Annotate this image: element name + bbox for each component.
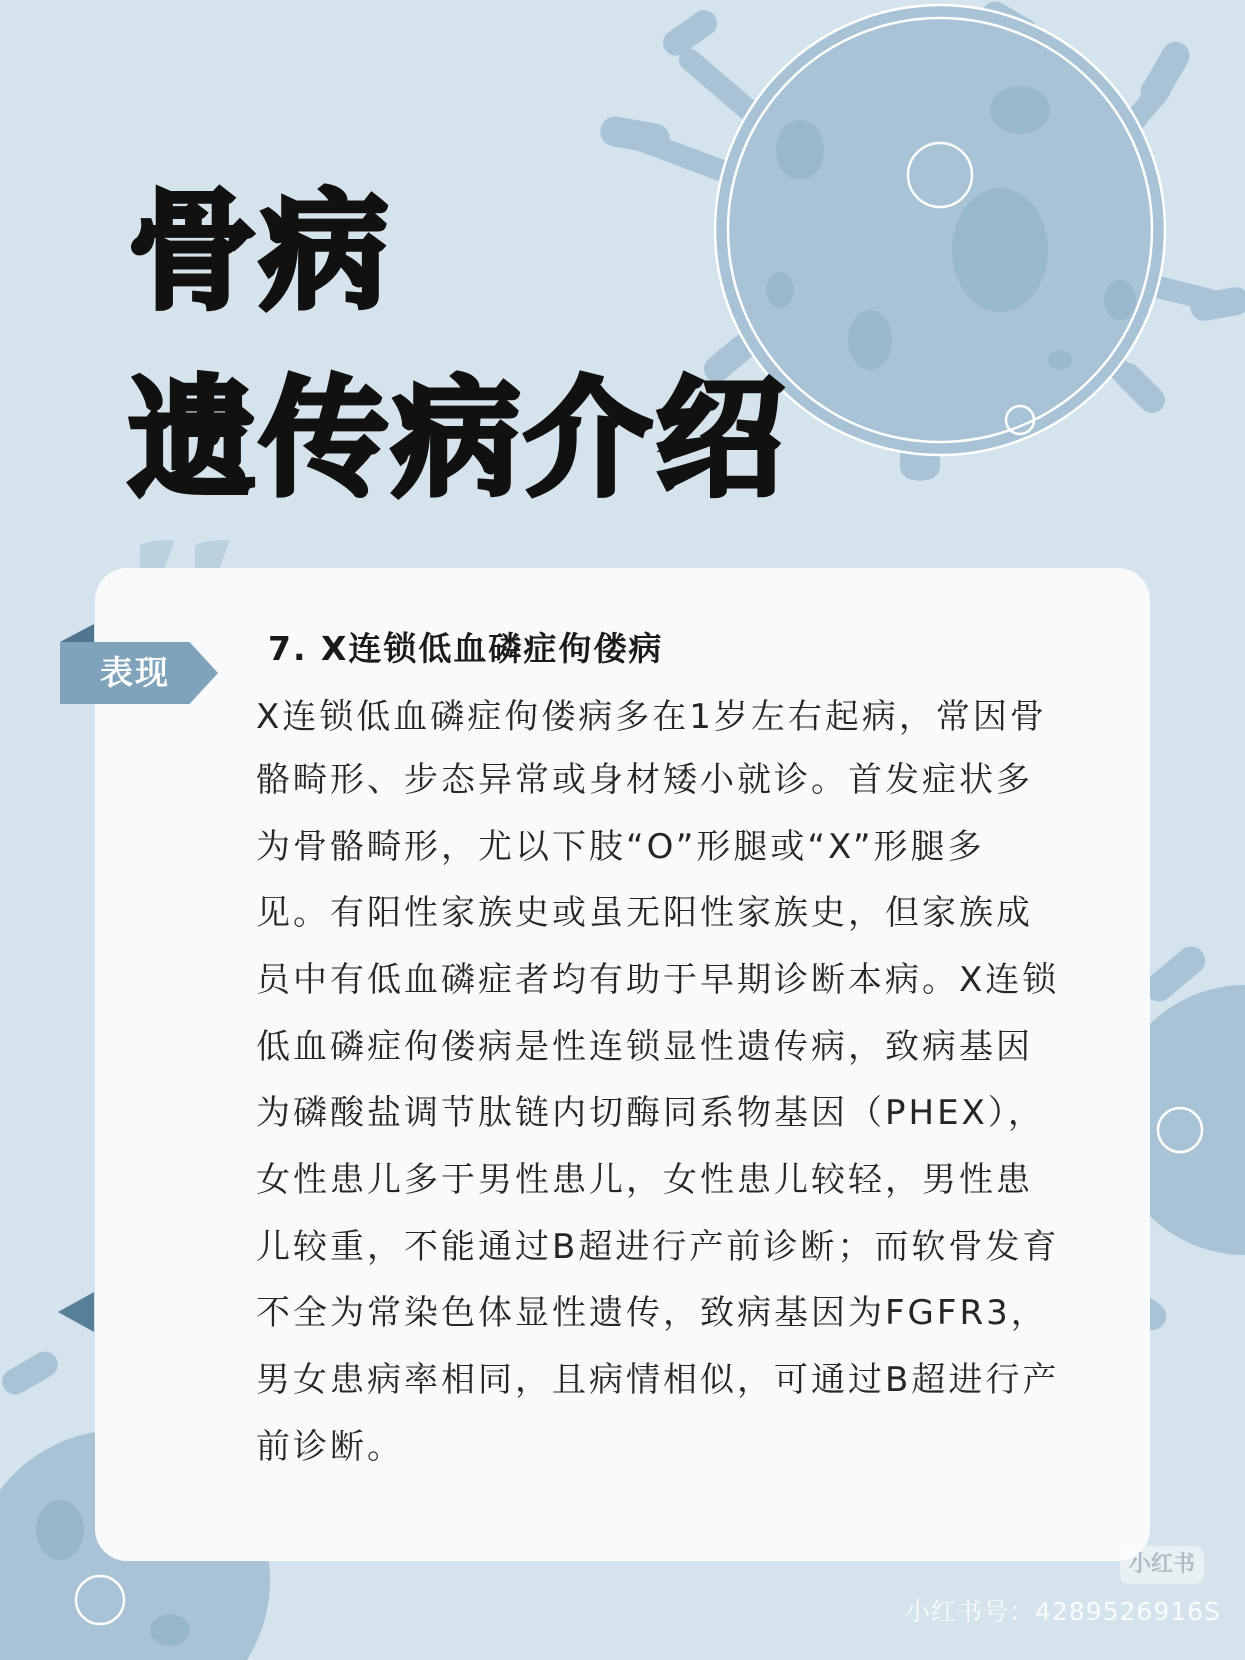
watermark-account-id: 小红书号：4289526916S (905, 1597, 1221, 1626)
body-line: 前诊断。 (256, 1427, 404, 1467)
body-line: 低血磷症佝偻病是性连锁显性遗传病，致病基因 (256, 1027, 1033, 1067)
triangle-pointer-icon (58, 1292, 94, 1332)
body-line: 为磷酸盐调节肽链内切酶同系物基因（PHEX）， (256, 1093, 1045, 1133)
body-line: 儿较重，不能通过B超进行产前诊断；而软骨发育 (256, 1227, 1060, 1267)
body-line: 见。有阳性家族史或虽无阳性家族史，但家族成 (256, 893, 1033, 933)
section-tag-label: 表现 (100, 653, 170, 692)
page-title-line2: 遗传病介绍 (128, 365, 789, 514)
section-title: 7. X连锁低血磷症佝偻病 (268, 629, 664, 668)
body-line: 女性患儿多于男性患儿，女性患儿较轻，男性患 (256, 1160, 1033, 1200)
tag-fold-shape (60, 624, 94, 642)
body-line: 员中有低血磷症者均有助于早期诊断本病。X连锁 (256, 960, 1060, 1000)
body-line: X连锁低血磷症佝偻病多在1岁左右起病，常因骨 (256, 697, 1047, 737)
page-title-line1: 骨病 (128, 178, 393, 327)
body-line: 男女患病率相同，且病情相似，可通过B超进行产 (256, 1360, 1060, 1400)
body-line: 不全为常染色体显性遗传，致病基因为FGFR3， (256, 1293, 1048, 1333)
body-line: 为骨骼畸形，尤以下肢“O”形腿或“X”形腿多 (256, 827, 985, 867)
watermark-logo: 小红书 (1120, 1546, 1204, 1584)
body-line: 骼畸形、步态异常或身材矮小就诊。首发症状多 (256, 760, 1033, 800)
